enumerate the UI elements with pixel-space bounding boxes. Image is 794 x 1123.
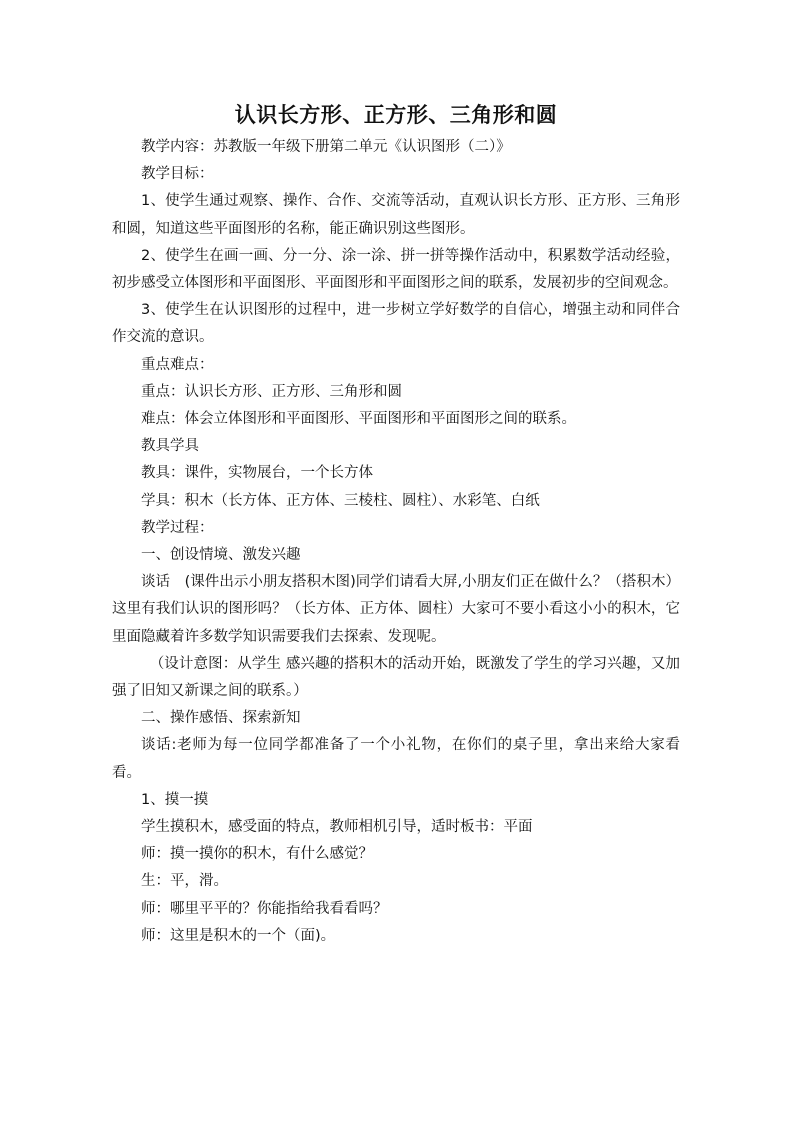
teacher-line-1: 师：摸一摸你的积木，有什么感觉？	[141, 846, 373, 863]
step-1-description: 学生摸积木，感受面的特点，教师相机引导，适时板书：平面	[141, 819, 533, 836]
difficult-point: 难点：体会立体图形和平面图形、平面图形和平面图形之间的联系。	[141, 411, 576, 428]
section-1-heading: 一、创设情境、激发兴趣	[141, 547, 301, 564]
teaching-content: 教学内容：苏教版一年级下册第二单元《认识图形（二）》	[141, 139, 511, 155]
section-2-dialogue: 谈话:老师为每一位同学都准备了一个小礼物，在你们的桌子里，拿出来给大家看看。	[112, 737, 680, 781]
student-aids: 学具：积木（长方体、正方体、三棱柱、圆柱）、水彩笔、白纸	[141, 492, 540, 509]
section-1-dialogue: 谈话 (课件出示小朋友搭积木图)同学们请看大屏,小朋友们正在做什么？（搭积木）这里有我们认识的图形吗？（长方体、正方体、圆柱）大家可不要小看这小小的积木，它里面隐藏着许多数学知识需要我们去探索、发现呢。	[112, 574, 680, 645]
teaching-goals-heading: 教学目标：	[141, 166, 214, 183]
document-title: 认识长方形、正方形、三角形和圆	[234, 103, 558, 127]
student-line-1: 生：平，滑。	[141, 873, 228, 890]
goal-1: 1、使学生通过观察、操作、合作、交流等活动，直观认识长方形、正方形、三角形和圆，知道这些平面图形的名称，能正确识别这些图形。	[112, 193, 680, 237]
goal-2: 2、使学生在画一画、分一分、涂一涂、拼一拼等操作活动中，积累数学活动经验，初步感受立体图形和平面图形、平面图形和平面图形之间的联系，发展初步的空间观念。	[112, 247, 680, 292]
key-points-heading: 重点难点：	[141, 356, 214, 373]
teaching-aids-heading: 教具学具	[141, 438, 199, 455]
document-page	[112, 98, 680, 950]
design-intent: （设计意图：从学生 感兴趣的搭积木的活动开始，既激发了学生的学习兴趣，又加强了旧知又新课之间的联系。）	[112, 655, 680, 700]
key-point: 重点：认识长方形、正方形、三角形和圆	[141, 383, 402, 400]
teaching-process-heading: 教学过程：	[141, 519, 214, 536]
section-2-heading: 二、操作感悟、探索新知	[141, 710, 301, 727]
teacher-aids: 教具：课件，实物展台，一个长方体	[141, 465, 373, 482]
teacher-line-2: 师：哪里平平的？你能指给我看看吗？	[141, 900, 388, 917]
goal-3: 3、使学生在认识图形的过程中，进一步树立学好数学的自信心，增强主动和同伴合作交流的意识。	[112, 302, 680, 346]
teacher-line-3: 师：这里是积木的一个（面)。	[141, 927, 336, 944]
step-1-heading: 1、摸一摸	[141, 791, 209, 808]
